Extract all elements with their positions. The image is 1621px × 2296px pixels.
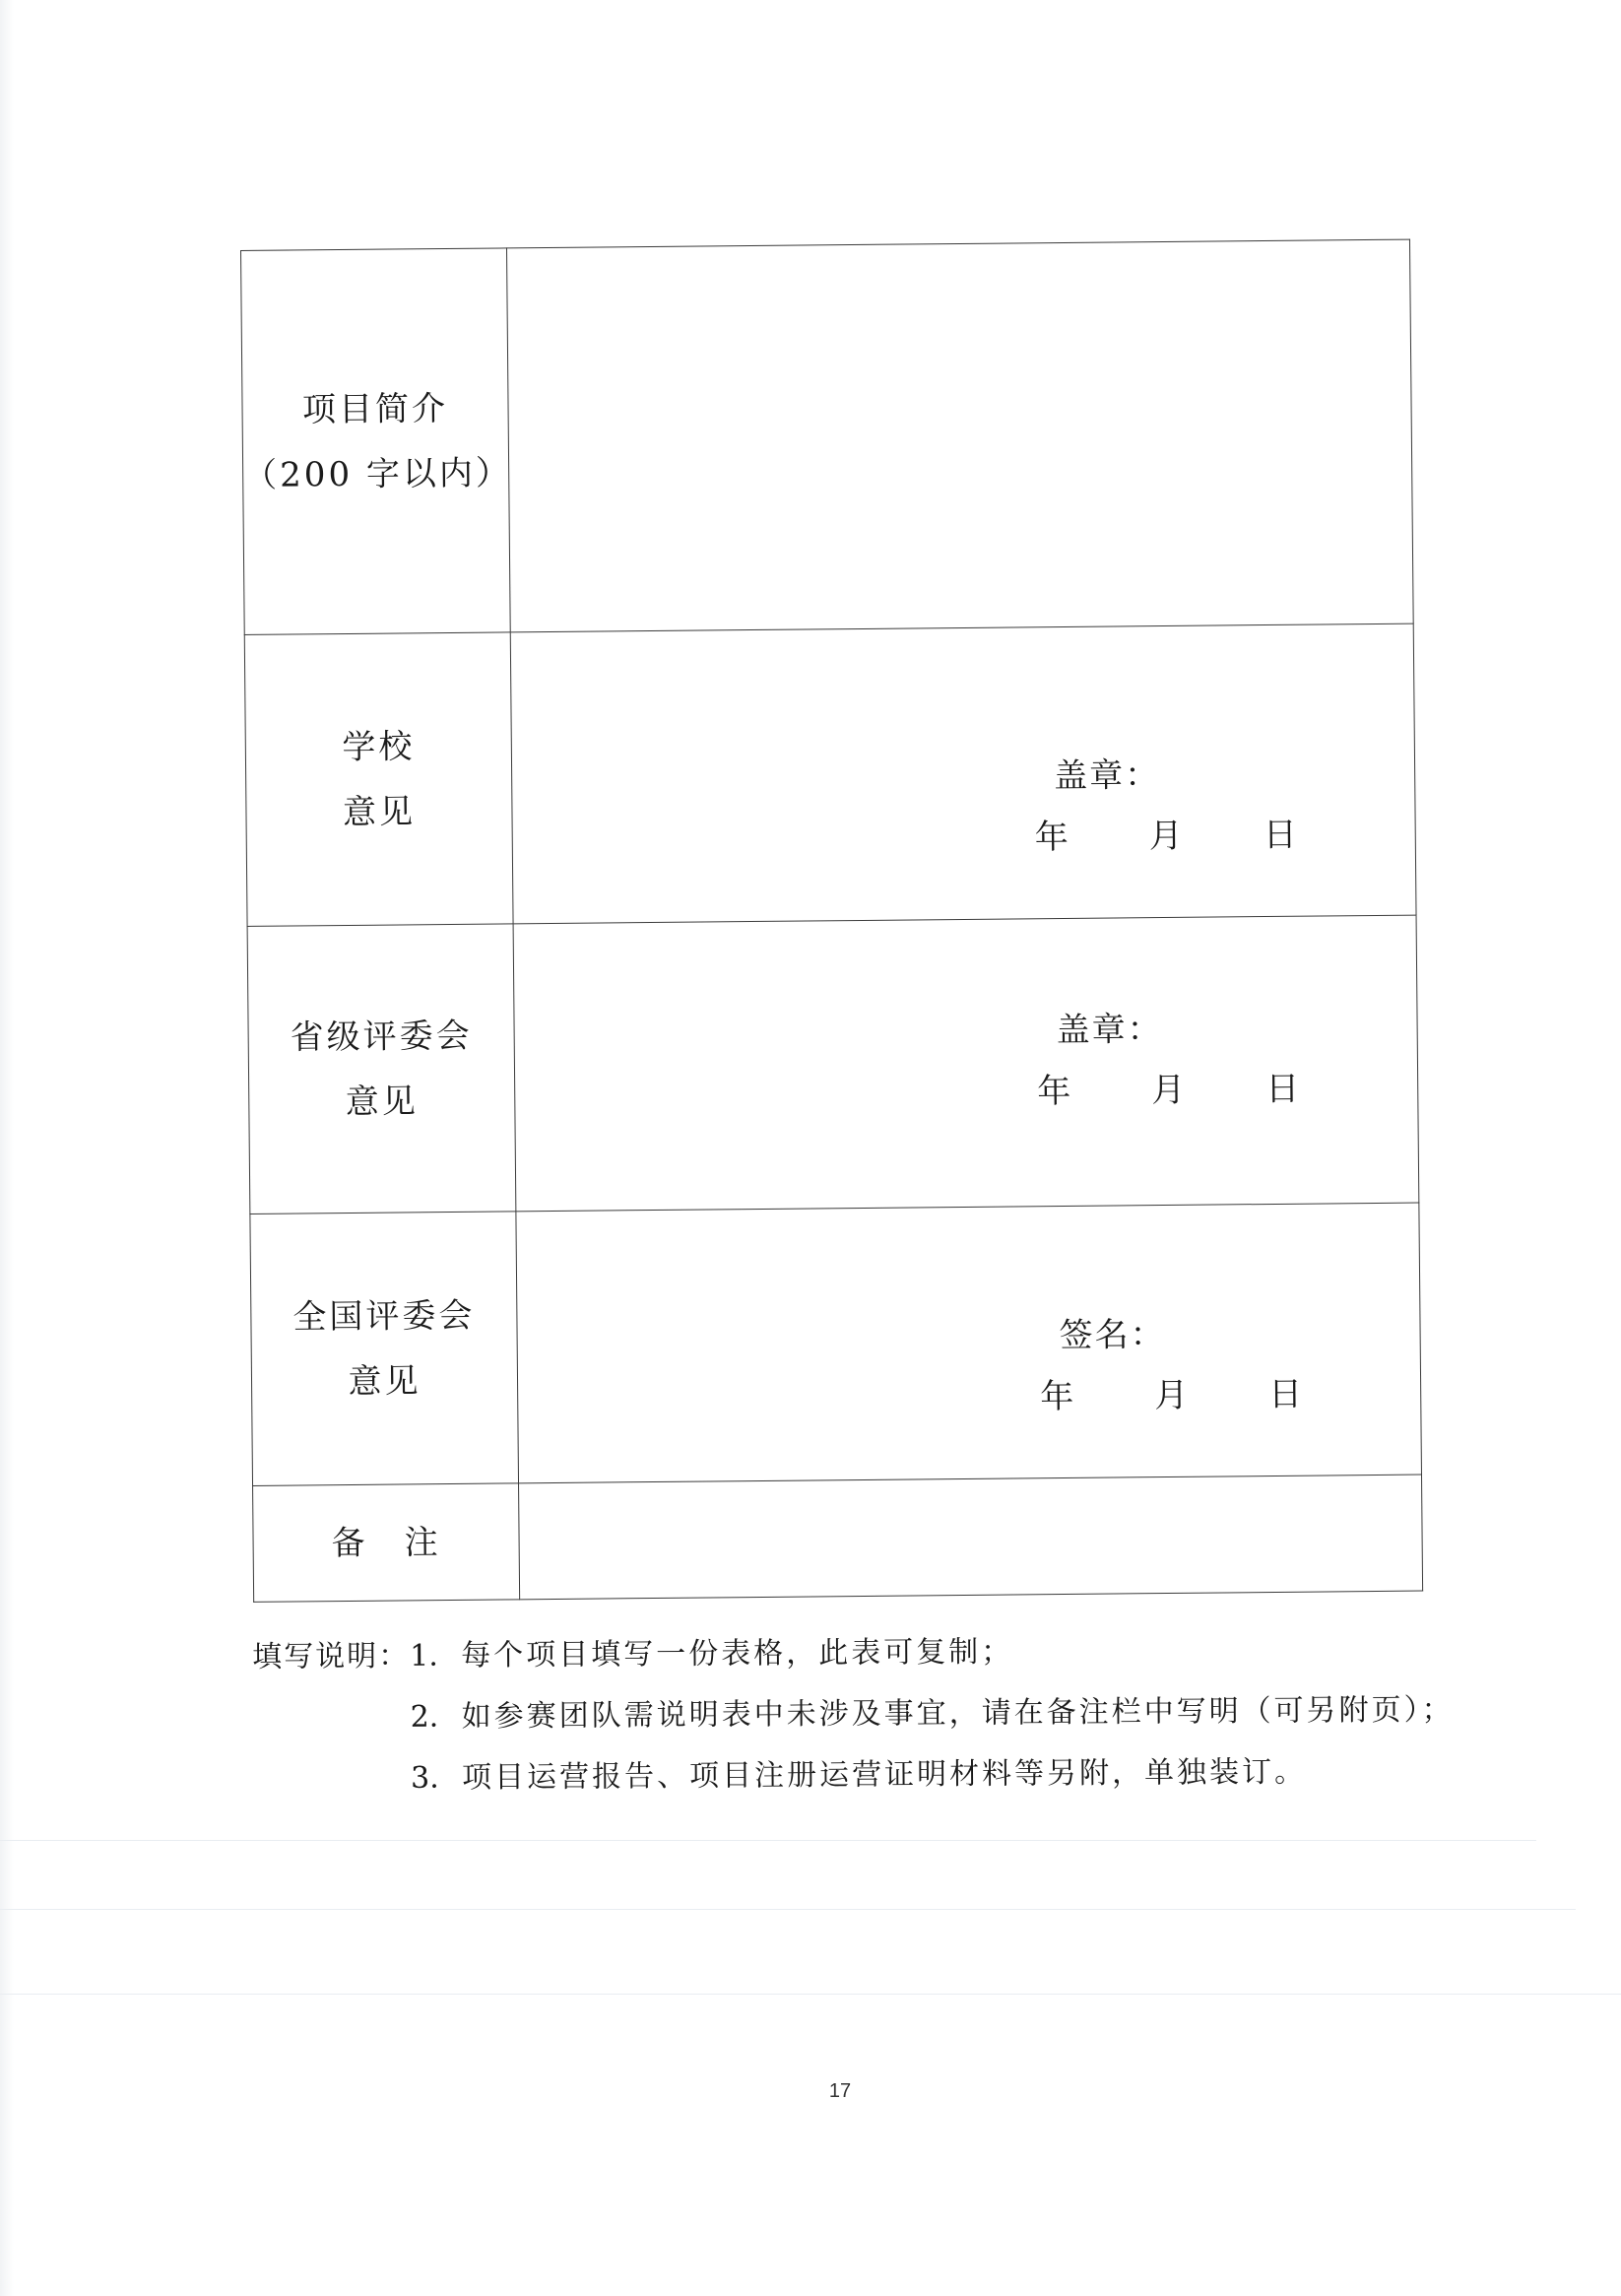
provincial-seal-block <box>1036 998 1299 1123</box>
seal-label: 盖章： <box>1056 1010 1163 1051</box>
seal-label: 盖章： <box>1053 755 1161 797</box>
instruction-text: 如参赛团队需说明表中未涉及事宜，请在备注栏中写明（可另附页）； <box>461 1692 1455 1735</box>
national-opinion-field[interactable] <box>516 1203 1422 1483</box>
label-line: 备 注 <box>331 1522 441 1563</box>
scan-artifact-line <box>0 1840 1536 1841</box>
signature-label: 签名： <box>1059 1315 1166 1356</box>
instruction-number: 2. <box>410 1699 439 1735</box>
national-signature-block <box>1039 1303 1302 1428</box>
scan-edge <box>0 0 14 2296</box>
label-line: 省级评委会 <box>290 1016 473 1058</box>
page-number: 17 <box>828 2080 852 2102</box>
instruction-text: 项目运营报告、项目注册运营证明材料等另附，单独装订。 <box>461 1754 1308 1796</box>
label-remarks <box>253 1483 520 1603</box>
label-line: （200 字以内） <box>243 452 513 495</box>
instruction-item <box>253 1740 1455 1810</box>
day-label: 日 <box>1268 1374 1303 1415</box>
label-line: 学校 <box>342 726 416 767</box>
label-project-summary <box>241 248 511 635</box>
label-line: 意见 <box>345 1081 419 1122</box>
row-remarks <box>253 1475 1423 1602</box>
scan-artifact-line <box>0 1994 1621 1995</box>
label-line: 意见 <box>348 1360 421 1402</box>
date-line <box>1034 805 1297 869</box>
date-line <box>1040 1364 1303 1428</box>
year-label: 年 <box>1037 1071 1071 1112</box>
remarks-field[interactable] <box>519 1475 1423 1600</box>
instruction-number: 3. <box>410 1760 439 1796</box>
label-line: 项目简介 <box>301 388 449 429</box>
day-label: 日 <box>1265 1069 1300 1110</box>
instruction-item <box>252 1618 1454 1688</box>
label-provincial-opinion <box>247 924 516 1214</box>
year-label: 年 <box>1040 1376 1074 1417</box>
year-label: 年 <box>1034 817 1069 858</box>
school-seal-block <box>1034 744 1297 869</box>
project-summary-field[interactable] <box>506 239 1413 632</box>
month-label: 月 <box>1148 816 1183 857</box>
instruction-item <box>252 1679 1454 1749</box>
day-label: 日 <box>1263 815 1297 856</box>
filling-instructions <box>252 1618 1455 1810</box>
instructions-title: 填写说明： <box>252 1638 411 1674</box>
label-school-opinion <box>244 632 513 927</box>
instruction-number: 1. <box>410 1638 438 1673</box>
row-provincial-opinion <box>247 915 1419 1214</box>
school-opinion-field[interactable] <box>510 623 1416 924</box>
label-national-opinion <box>250 1212 519 1486</box>
instruction-text: 每个项目填写一份表格，此表可复制； <box>461 1634 1014 1673</box>
label-line: 全国评委会 <box>292 1295 476 1338</box>
row-national-opinion <box>250 1203 1422 1485</box>
evaluation-form-table <box>240 239 1423 1603</box>
label-line: 意见 <box>342 791 417 832</box>
month-label: 月 <box>1154 1375 1189 1416</box>
row-school-opinion <box>244 623 1416 926</box>
date-line <box>1037 1059 1300 1123</box>
scan-artifact-line <box>0 1909 1576 1910</box>
row-project-summary <box>241 239 1414 634</box>
provincial-opinion-field[interactable] <box>513 915 1419 1212</box>
month-label: 月 <box>1151 1070 1186 1111</box>
